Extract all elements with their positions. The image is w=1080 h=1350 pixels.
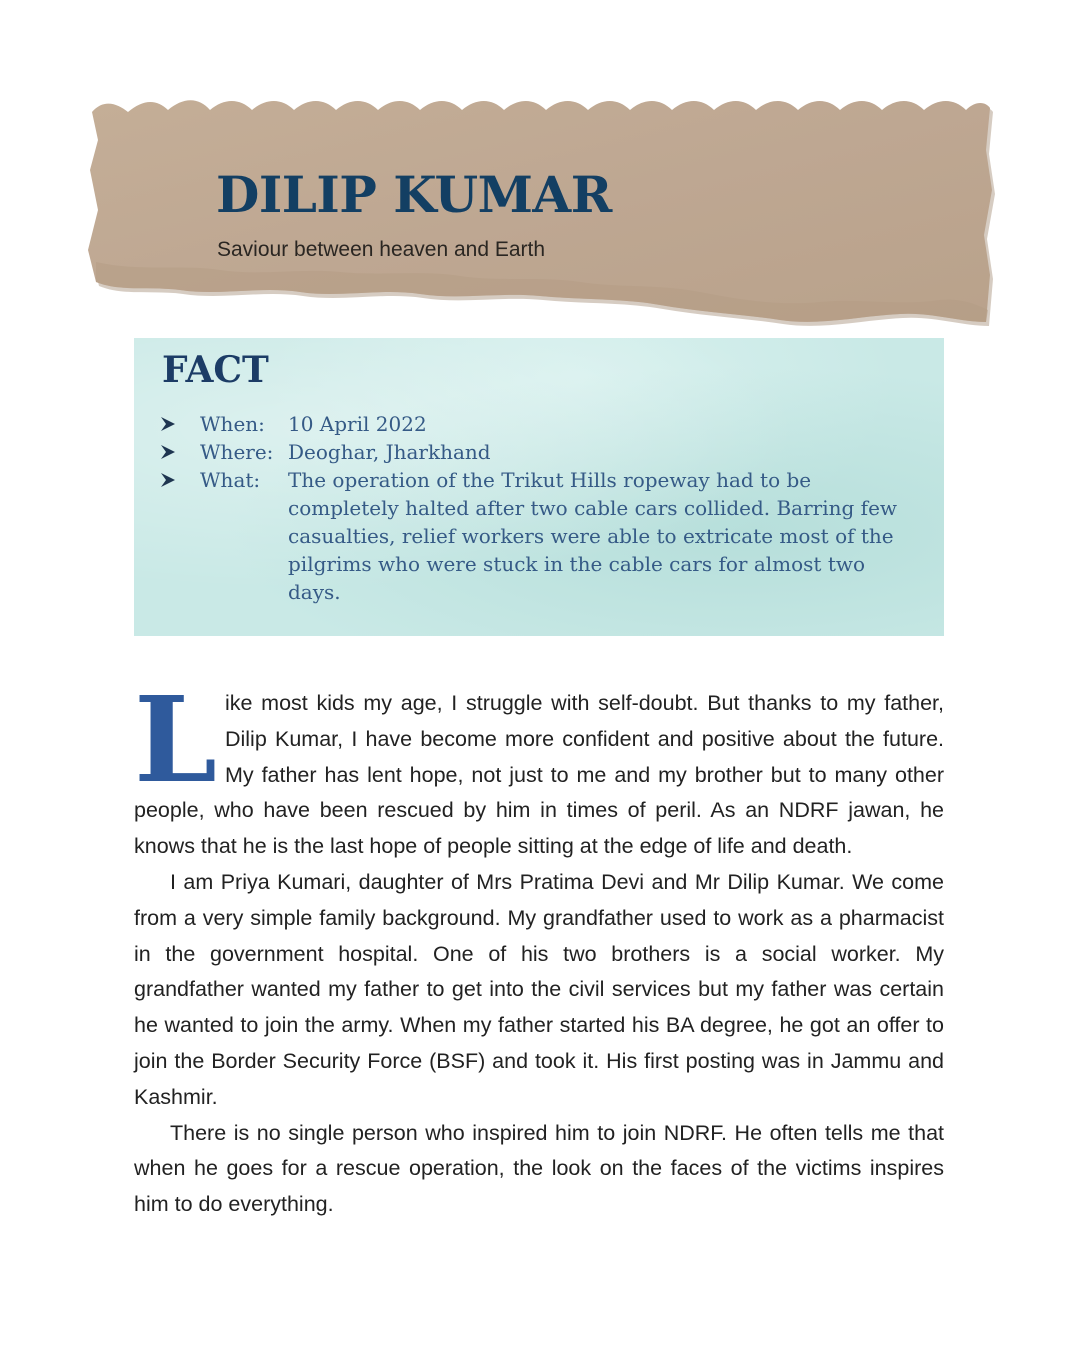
arrowhead-bullet-icon bbox=[160, 438, 200, 466]
fact-heading: FACT bbox=[162, 349, 269, 391]
paragraph-1 bbox=[134, 670, 944, 865]
fact-key: Where: bbox=[200, 440, 274, 464]
title-banner bbox=[0, 0, 1080, 340]
arrowhead-bullet-icon bbox=[160, 410, 200, 438]
fact-list bbox=[160, 410, 920, 606]
fact-key: When: bbox=[200, 412, 265, 436]
arrowhead-bullet-icon bbox=[160, 466, 200, 494]
paragraph-1-text: ike most kids my age, I struggle with self-doubt. But thanks to my father, Dilip Kumar, I have become more confident and positive about the future. My father has lent hope, not just to me and my brother but to many other people, who have been rescued by him in times of peril. As an NDRF jawan, he knows that he is the last hope of people sitting at the edge of life and death. bbox=[134, 691, 944, 859]
page-subtitle: Saviour between heaven and Earth bbox=[217, 238, 546, 261]
fact-item-where bbox=[160, 438, 920, 466]
fact-key: What: bbox=[200, 468, 261, 492]
page-title: DILIP KUMAR bbox=[216, 165, 612, 224]
article-body bbox=[134, 670, 944, 1223]
paragraph-2: I am Priya Kumari, daughter of Mrs Pratima Devi and Mr Dilip Kumar. We come from a very simple family background. My grandfather used to work as a pharmacist in the government hospital. One of his two brothers is a social worker. My grandfather wanted my father to get into the civil services but my father was certain he wanted to join the army. When my father started his BA degree, he got an offer to join the Border Security Force (BSF) and took it. His first posting was in Jammu and Kashmir. bbox=[134, 869, 944, 1109]
drop-cap: L bbox=[134, 670, 217, 809]
fact-item-what bbox=[160, 466, 920, 606]
fact-item-when bbox=[160, 410, 920, 438]
paragraph-3: There is no single person who inspired him to join NDRF. He often tells me that when he goes for a rescue operation, the look on the faces of the victims inspires him to do everything. bbox=[134, 1120, 944, 1217]
fact-box bbox=[134, 338, 944, 636]
fact-value: The operation of the Trikut Hills ropeway had to be completely halted after two cable cars collided. Barring few casualties, relief workers were able to extricate most of the pilgrims who were stuck in the cable cars for almost two days. bbox=[288, 468, 898, 604]
fact-value: 10 April 2022 bbox=[288, 412, 427, 436]
fact-value: Deoghar, Jharkhand bbox=[288, 440, 491, 464]
